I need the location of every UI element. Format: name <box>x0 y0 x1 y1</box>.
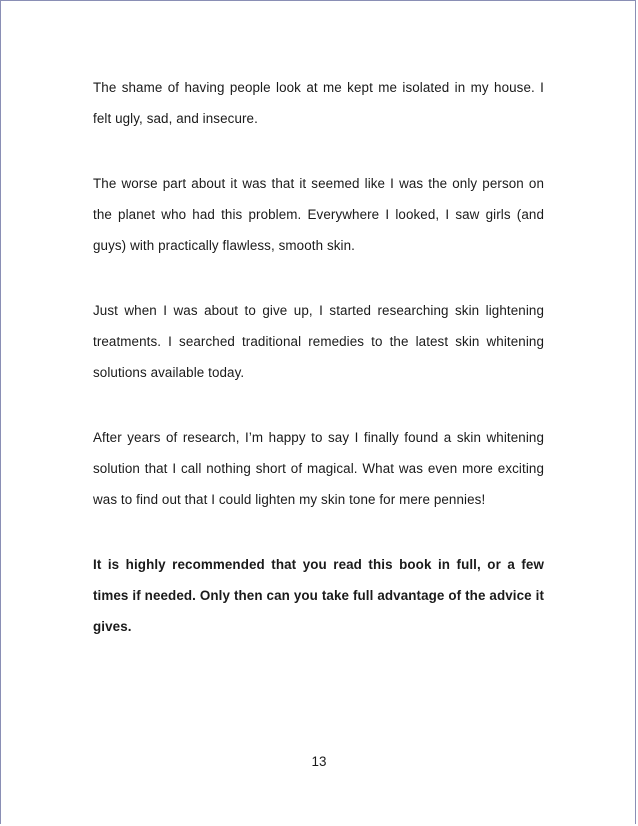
paragraph-5-emphasis: It is highly recommended that you read this book in full, or a few times if needed. Only then can you take full advantage of the advice it gives. <box>93 557 544 634</box>
paragraph-2: The worse part about it was that it seemed like I was the only person on the planet who had this problem. Everywhere I looked, I saw girls (and guys) with practically flawless, smooth skin. <box>93 176 544 253</box>
paragraph-4: After years of research, I’m happy to say I finally found a skin whitening solution that I call nothing short of magical. What was even more exciting was to find out that I could lighten my skin tone for mere pennies! <box>93 430 544 507</box>
page-number: 13 <box>311 754 327 769</box>
paragraph-3: Just when I was about to give up, I started researching skin lightening treatments. I searched traditional remedies to the latest skin whitening solutions available today. <box>93 303 544 380</box>
paragraph-1: The shame of having people look at me kept me isolated in my house. I felt ugly, sad, and insecure. <box>93 80 544 126</box>
page-body <box>93 72 544 676</box>
